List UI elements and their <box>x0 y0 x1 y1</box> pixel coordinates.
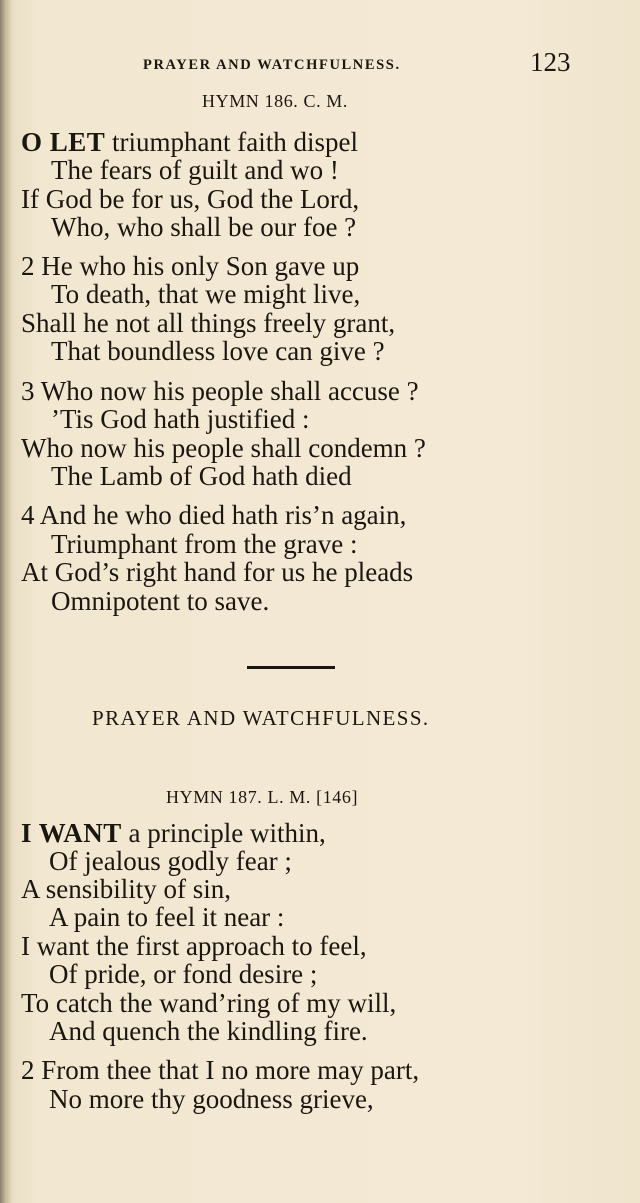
hymn-187-line-1 <box>21 818 326 848</box>
hymn-186-line-1 <box>21 127 358 157</box>
hymn-187-line-7: To catch the wand’ring of my will, <box>21 988 397 1018</box>
hymn-186-line-10: ’Tis God hath justified : <box>51 404 310 434</box>
page-gutter <box>0 0 12 1203</box>
hymn-186-line-11: Who now his people shall condemn ? <box>21 433 426 463</box>
hymn-187-line-6: Of pride, or fond desire ; <box>49 959 318 989</box>
hymn-186-opening-words: O LET <box>21 127 106 157</box>
section-title: PRAYER AND WATCHFULNESS. <box>92 706 430 730</box>
hymn-186-heading: HYMN 186. C. M. <box>202 91 349 111</box>
running-head: PRAYER AND WATCHFULNESS. <box>143 57 401 73</box>
hymn-186-line-13: 4 And he who died hath ris’n again, <box>21 500 407 530</box>
hymn-187-line-4: A pain to feel it near : <box>49 902 285 932</box>
hymn-186-line-2: The fears of guilt and wo ! <box>51 155 339 185</box>
section-divider <box>247 666 335 669</box>
hymn-186-line-14: Triumphant from the grave : <box>51 529 358 559</box>
hymn-186-line-5: 2 He who his only Son gave up <box>21 251 360 281</box>
hymn-186-line-7: Shall he not all things freely grant, <box>21 308 396 338</box>
hymn-186-line-15: At God’s right hand for us he pleads <box>21 557 414 587</box>
hymn-187-line-3: A sensibility of sin, <box>21 874 232 904</box>
hymn-187-line-2: Of jealous godly fear ; <box>49 846 292 876</box>
page-number: 123 <box>530 47 571 77</box>
hymn-187-line-10: No more thy goodness grieve, <box>49 1084 374 1114</box>
hymn-187-line-8: And quench the kindling fire. <box>49 1016 368 1046</box>
hymn-186-line-9: 3 Who now his people shall accuse ? <box>21 376 419 406</box>
hymn-187-line-9: 2 From thee that I no more may part, <box>21 1055 420 1085</box>
hymn-186-line-16: Omnipotent to save. <box>51 586 270 616</box>
hymn-186-line-1-rest: triumphant faith dispel <box>105 127 358 157</box>
hymn-186-line-6: To death, that we might live, <box>51 279 361 309</box>
hymn-186-line-4: Who, who shall be our foe ? <box>51 212 357 242</box>
hymn-187-heading: HYMN 187. L. M. [146] <box>166 787 359 807</box>
hymn-187-line-5: I want the first approach to feel, <box>21 931 367 961</box>
hymn-186-line-3: If God be for us, God the Lord, <box>21 184 360 214</box>
hymn-187-opening-words: I WANT <box>21 818 122 848</box>
hymn-186-line-12: The Lamb of God hath died <box>51 461 352 491</box>
hymn-187-line-1-rest: a principle within, <box>121 818 326 848</box>
hymn-186-line-8: That boundless love can give ? <box>51 336 385 366</box>
